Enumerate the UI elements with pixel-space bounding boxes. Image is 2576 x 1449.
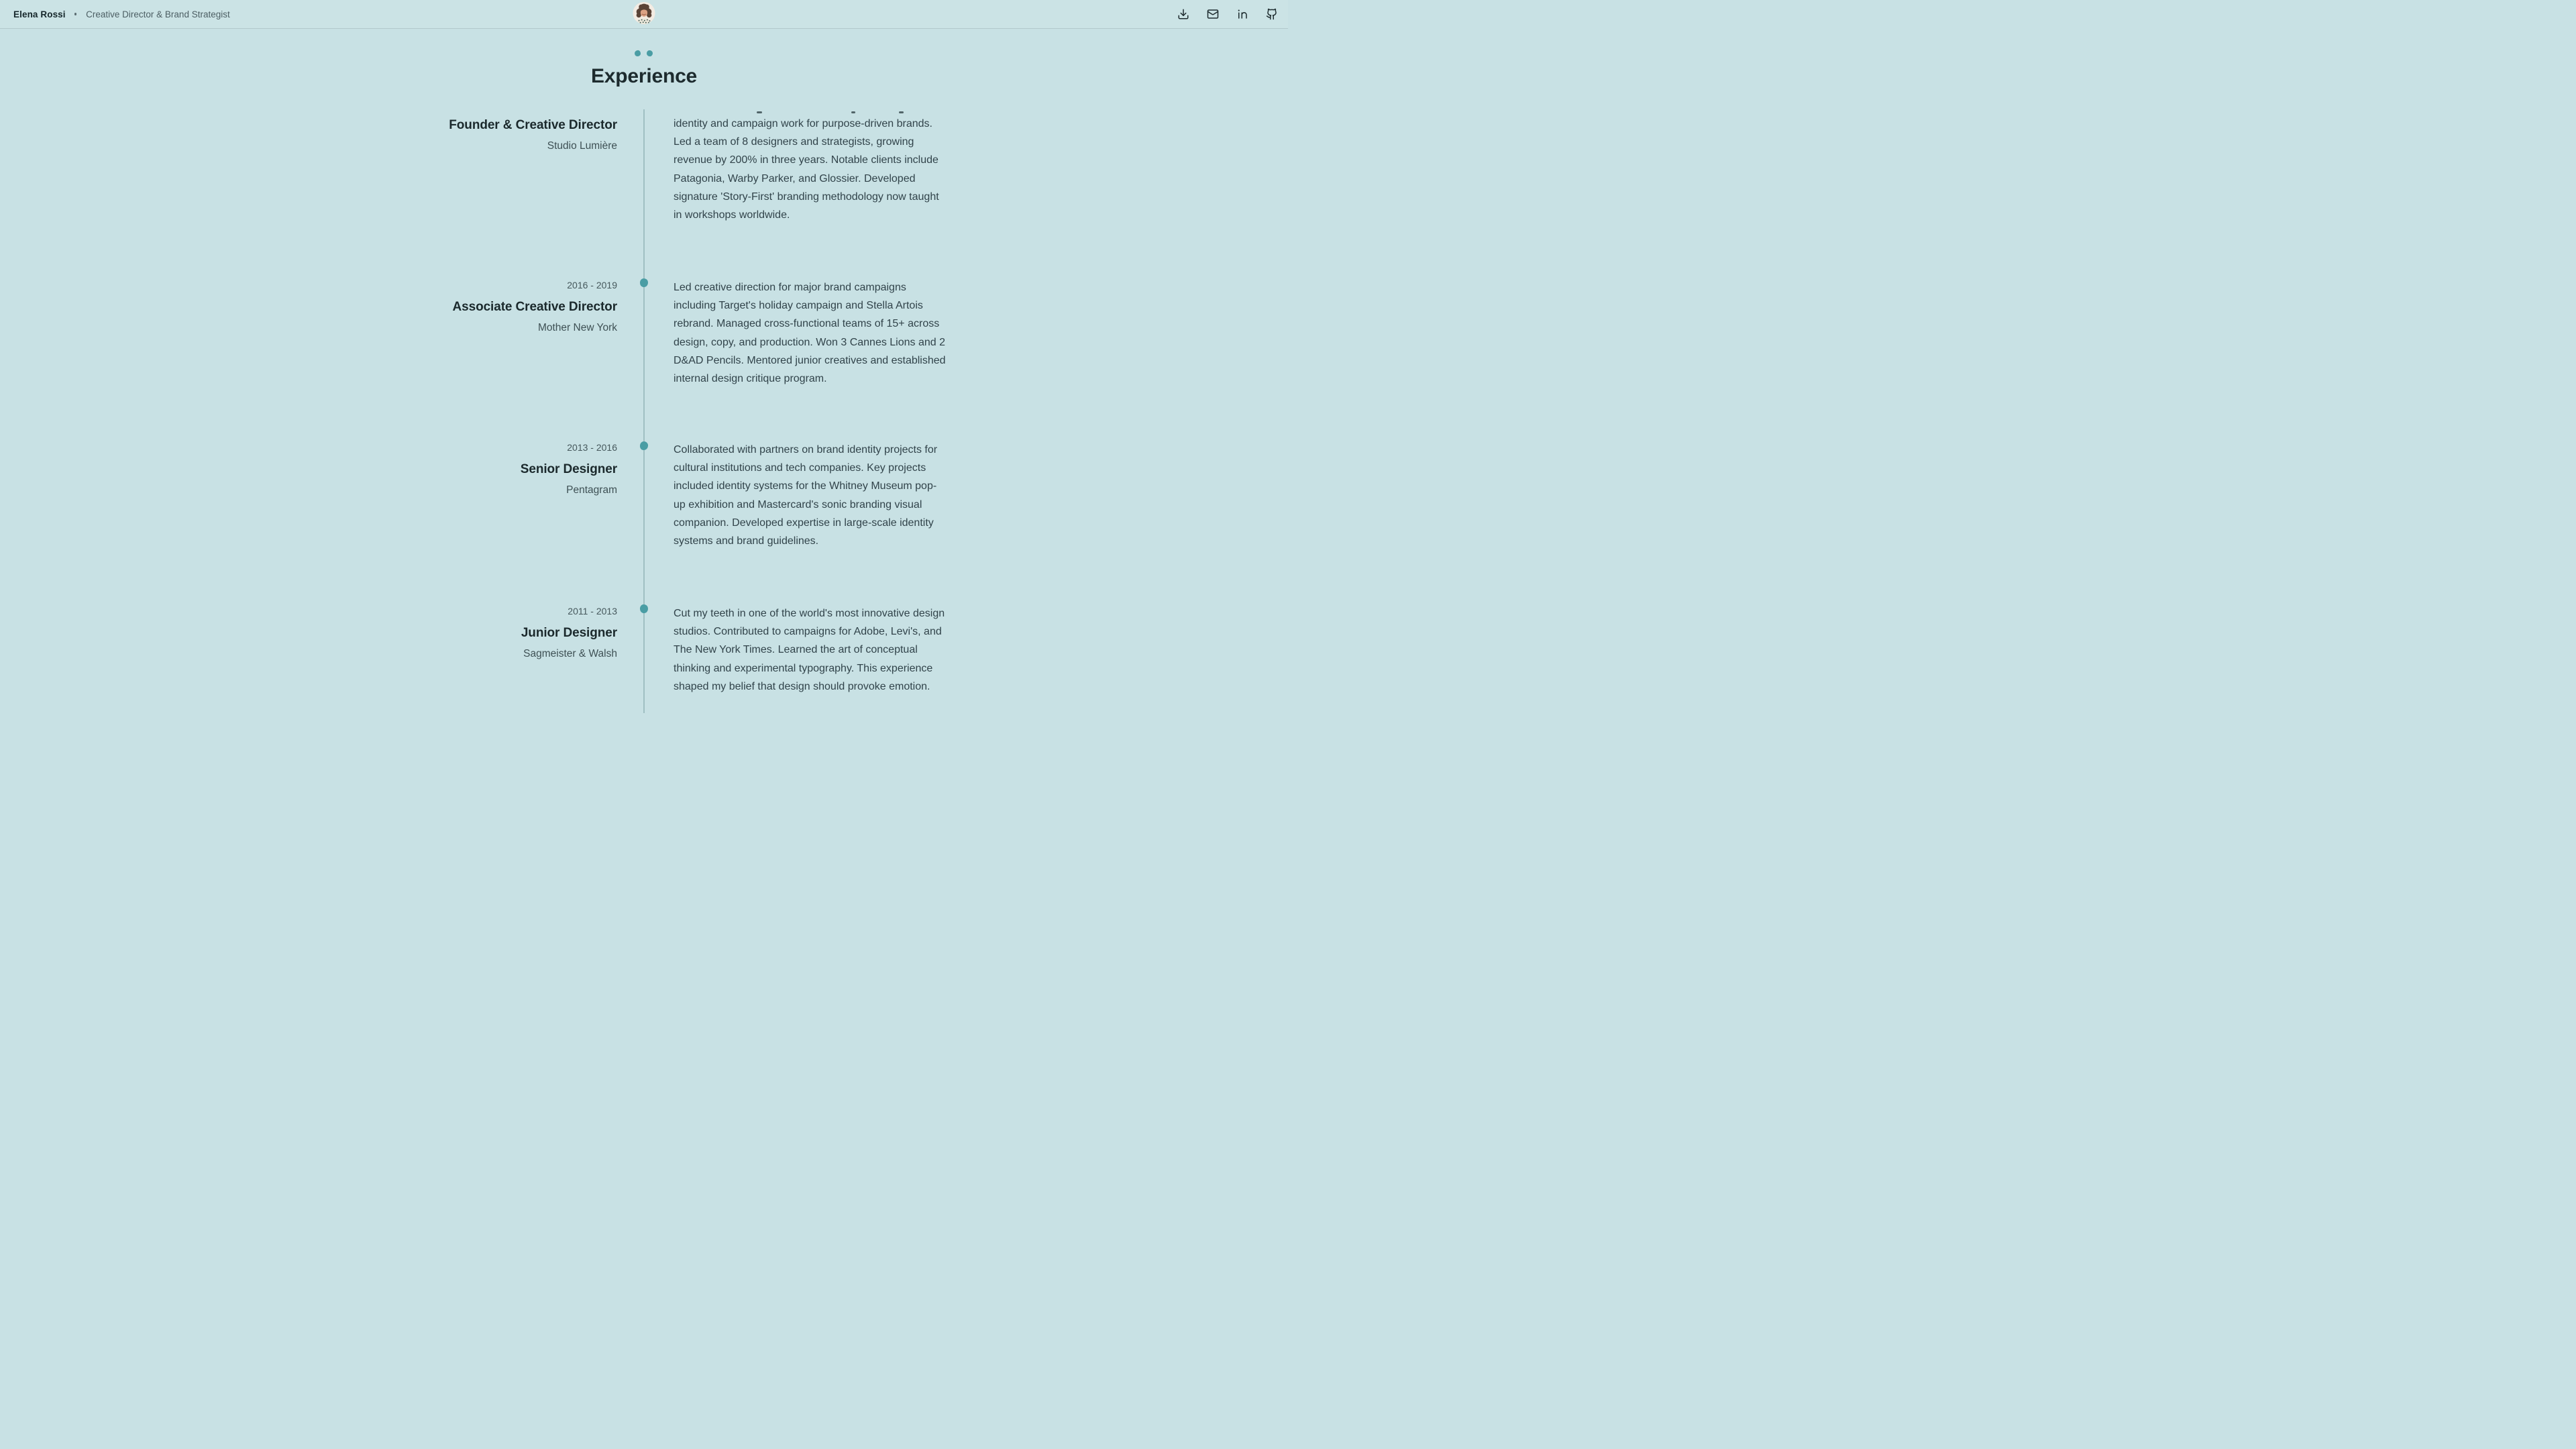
- person-name: Elena Rossi: [13, 9, 66, 19]
- timeline-dot-icon: [639, 604, 648, 614]
- avatar: [633, 2, 655, 24]
- download-icon: [1177, 8, 1189, 20]
- mail-icon: [1207, 8, 1219, 20]
- linkedin-icon: [1236, 8, 1248, 20]
- github-icon: [1266, 8, 1278, 20]
- timeline-dot-icon: [639, 441, 648, 450]
- entry-company: Studio Lumière: [547, 140, 617, 152]
- clipped-text-remnant: [899, 111, 904, 113]
- timeline-entry-meta: [282, 117, 617, 153]
- entry-title: Founder & Creative Director: [449, 118, 617, 132]
- separator-dot-icon: [74, 13, 77, 15]
- entry-title: Senior Designer: [520, 462, 617, 476]
- timeline-entry-meta: [282, 606, 617, 661]
- identity-group: [0, 9, 230, 19]
- download-button[interactable]: [1177, 8, 1189, 20]
- accent-dot-icon: [647, 50, 653, 57]
- timeline-line: [643, 109, 645, 713]
- github-button[interactable]: [1266, 8, 1278, 20]
- entry-description: Cut my teeth in one of the world's most innovative design studios. Contributed to campaigns for Adobe, Levi's, and The New York Times. Learned the art of conceptual thinking and experimental typography. This experience shaped my belief that design should provoke emotion.: [674, 608, 945, 692]
- timeline-entry-meta: [282, 442, 617, 497]
- mail-button[interactable]: [1207, 8, 1219, 20]
- person-subtitle: Creative Director & Brand Strategist: [86, 9, 230, 19]
- section-accent-dots: [635, 50, 653, 56]
- entry-title: Junior Designer: [521, 626, 617, 640]
- clipped-text-remnant: [851, 111, 855, 113]
- entry-company: Mother New York: [537, 322, 617, 333]
- entry-company: Sagmeister & Walsh: [523, 648, 617, 659]
- entry-company: Pentagram: [566, 484, 617, 496]
- avatar-illustration: [633, 2, 655, 24]
- clipped-text-remnant: [757, 111, 762, 113]
- linkedin-button[interactable]: [1236, 8, 1248, 20]
- entry-title: Associate Creative Director: [452, 300, 617, 314]
- entry-description: Led creative direction for major brand campaigns including Target's holiday campaign and Stella Artois rebrand. Managed cross-functional teams of 15+ across design, copy, and production. Won 3 Cannes Lions and 2 D&AD Pencils. Mentored junior creatives and established internal design critique program.: [674, 282, 946, 385]
- accent-dot-icon: [634, 50, 641, 56]
- timeline-entry-meta: [282, 280, 617, 335]
- header-actions: [1177, 0, 1278, 28]
- page-title: Experience: [590, 65, 698, 87]
- entry-date: 2013 - 2016: [567, 442, 617, 453]
- timeline-dot-icon: [639, 278, 648, 287]
- entry-description: identity and campaign work for purpose-driven brands. Led a team of 8 designers and strategists, growing revenue by 200% in three years. Notable clients include Patagonia, Warby Parker, and Glossier. Developed signature 'Story-First' branding methodology now taught in workshops worldwide.: [674, 118, 939, 221]
- entry-description: Collaborated with partners on brand identity projects for cultural institutions and tech companies. Key projects included identity systems for the Whitney Museum pop-up exhibition and Mastercard's sonic branding visual companion. Developed expertise in large-scale identity systems and brand guidelines.: [674, 444, 938, 547]
- entry-date: 2011 - 2013: [568, 606, 617, 616]
- entry-date: 2016 - 2019: [567, 280, 617, 290]
- top-bar: [0, 0, 1288, 29]
